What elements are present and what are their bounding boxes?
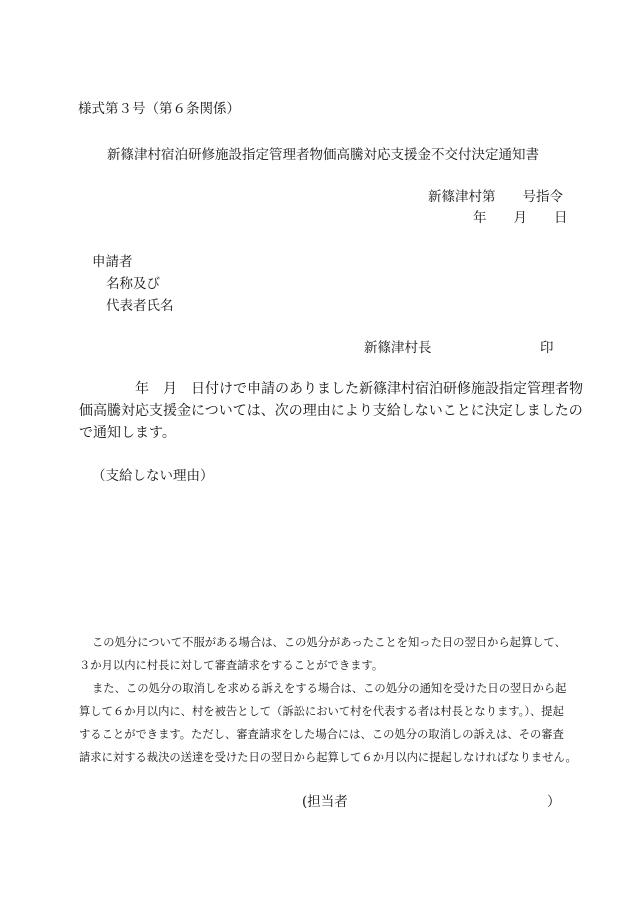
applicant-representative-label: 代表者氏名 xyxy=(106,298,174,314)
notice-line-3: また、この処分の取消しを求める訴えをする場合は、この処分の通知を受けた日の翌日から起 xyxy=(92,682,567,695)
applicant-label: 申請者 xyxy=(92,254,133,270)
applicant-name-label: 名称及び xyxy=(106,276,160,292)
issuer-title: 新篠津村長 xyxy=(364,340,432,356)
notice-line-2: ３か月以内に村長に対して審査請求をすることができます。 xyxy=(79,659,384,672)
body-line-1: 年 月 日付けで申請のありました新篠津村宿泊研修施設指定管理者物 xyxy=(135,381,583,397)
document-date: 年 月 日 xyxy=(473,210,568,226)
body-line-2: 価高騰対応支援金については、次の理由により支給しないことに決定しましたの xyxy=(79,403,583,419)
form-number: 様式第３号（第６条関係） xyxy=(78,101,240,117)
notice-line-5: することができます。ただし、審査請求をした場合には、この処分の取消しの訴えは、その審査 xyxy=(79,728,564,741)
document-number: 新篠津村第 号指令 xyxy=(428,189,563,205)
seal-mark: 印 xyxy=(540,340,554,356)
contact-close-paren: ） xyxy=(547,794,561,810)
reason-label: （支給しない理由） xyxy=(92,468,214,484)
contact-person-label: (担当者 xyxy=(302,794,348,810)
body-line-3: で通知します。 xyxy=(79,425,176,441)
document-title: 新篠津村宿泊研修施設指定管理者物価高騰対応支援金不交付決定通知書 xyxy=(107,147,539,163)
notice-line-6: 請求に対する裁決の送達を受けた日の翌日から起算して６か月以内に提起しなければなりません。 xyxy=(79,751,577,764)
notice-line-1: この処分について不服がある場合は、この処分があったことを知った日の翌日から起算して、 xyxy=(92,636,566,649)
notice-line-4: 算して６か月以内に、村を被告として（訴訟において村を代表する者は村長となります。）、提起 xyxy=(79,705,564,718)
